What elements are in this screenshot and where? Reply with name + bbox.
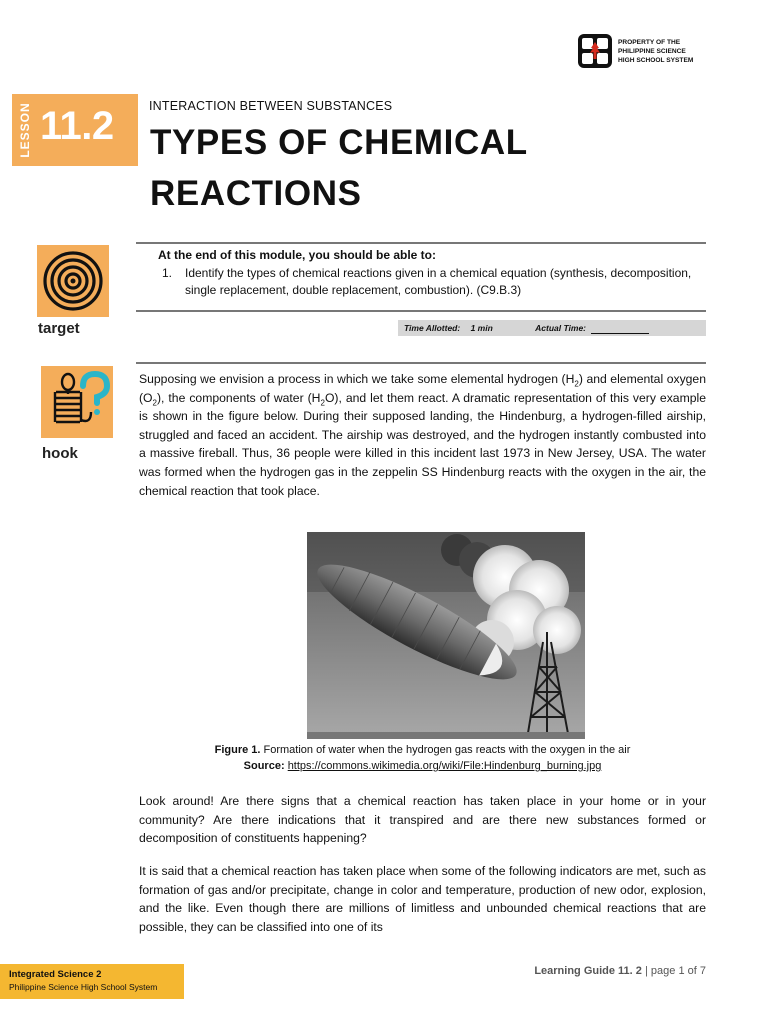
time-allotted-label: Time Allotted:: [404, 323, 461, 333]
figure-source: [139, 760, 706, 772]
hook-sub-3: 2: [320, 398, 325, 408]
objectives-heading: At the end of this module, you should be able to:: [158, 248, 436, 262]
hook-paragraph: [139, 370, 706, 500]
hook-icon: [41, 366, 113, 438]
pshs-logo: [578, 34, 693, 68]
lesson-word: LESSON: [18, 102, 32, 158]
time-allotted-value: 1 min: [470, 323, 493, 333]
logo-line-3: HIGH SCHOOL SYSTEM: [618, 56, 694, 64]
logo-line-2: PHILIPPINE SCIENCE: [618, 47, 686, 55]
footer-page-word: page: [650, 965, 676, 977]
footer-course-box: [0, 964, 184, 999]
actual-time-blank[interactable]: [591, 324, 649, 334]
hook-text-d: O), and let them react. A dramatic representation of this very example is shown in the figure below. During their supposed landing, the Hindenburg, a hydrogen-filled airship, struggled and faced an accident. The airship was destroyed, and the hydrogen instantly combusted into a massive fireball. Thus, 36 people were killed in this incident last 1973 in New Jersey, USA. The water was formed when the hydrogen gas in the zeppelin SS Hindenburg reacts with the oxygen in the air, the chemical reaction that took place.: [139, 390, 706, 498]
objective-item: [162, 265, 702, 299]
hook-text-a: Supposing we envision a process in which we take some elemental hydrogen (H: [139, 372, 575, 386]
logo-text: [618, 38, 693, 65]
logo-line-1: PROPERTY OF THE: [618, 38, 681, 46]
divider-bottom: [136, 362, 706, 364]
target-label: target: [38, 320, 80, 337]
divider-middle: [136, 310, 706, 312]
hook-sub-2: 2: [152, 398, 157, 408]
objective-text: Identify the types of chemical reactions given in a chemical equation (synthesis, decomposition, single replacement, double replacement, combustion). (C9.B.3): [185, 266, 692, 297]
footer-separator: |: [641, 965, 651, 977]
hook-sub-1: 2: [574, 379, 579, 389]
pshs-logo-icon: [578, 34, 612, 68]
figure-label: Figure 1.: [214, 744, 261, 756]
footer-school: Philippine Science High School System: [9, 982, 158, 992]
figure-caption-text: Formation of water when the hydrogen gas reacts with the oxygen in the air: [263, 744, 631, 756]
title-line-2: REACTIONS: [150, 174, 362, 213]
footer-course: Integrated Science 2: [9, 969, 102, 980]
footer-page-num: 1: [678, 965, 685, 977]
objective-number: 1.: [162, 266, 173, 280]
hook-text-b: ) and elemental oxygen (O: [139, 372, 706, 405]
target-icon: [37, 245, 109, 317]
footer-of-word: of: [687, 965, 697, 977]
lesson-subtitle: INTERACTION BETWEEN SUBSTANCES: [149, 99, 393, 113]
hook-text-c: ), the components of water (H: [157, 390, 321, 405]
footer-guide: Learning Guide 11. 2: [534, 965, 642, 977]
time-bar: [398, 320, 706, 336]
hindenburg-photo: [307, 532, 585, 739]
source-label: Source:: [243, 760, 285, 772]
source-link[interactable]: https://commons.wikimedia.org/wiki/File:Hindenburg_burning.jpg: [287, 760, 602, 772]
figure-caption: [139, 744, 706, 756]
divider-top: [136, 242, 706, 244]
footer-page-total: 7: [699, 965, 706, 977]
lesson-badge: [12, 94, 138, 166]
hook-label: hook: [42, 445, 78, 462]
actual-time-label: Actual Time:: [535, 323, 587, 333]
paragraph-indicators: It is said that a chemical reaction has taken place when some of the following indicators are met, such as formation of gas and/or precipitate, change in color and temperature, production of new odor, explosion, and the like. Even though there are millions of limitless and unbounded chemical reactions that are possible, they can be classified into one of its: [139, 864, 706, 934]
page-title: [150, 117, 528, 219]
title-line-1: TYPES OF CHEMICAL: [150, 123, 528, 162]
paragraph-look-around: Look around! Are there signs that a chemical reaction has taken place in your home or in your community? Are there indications that it transpired and are there new substances formed or decomposition of constituents happening?: [139, 794, 706, 846]
footer-page-info: [534, 965, 706, 977]
lesson-number: 11.2: [40, 104, 114, 148]
